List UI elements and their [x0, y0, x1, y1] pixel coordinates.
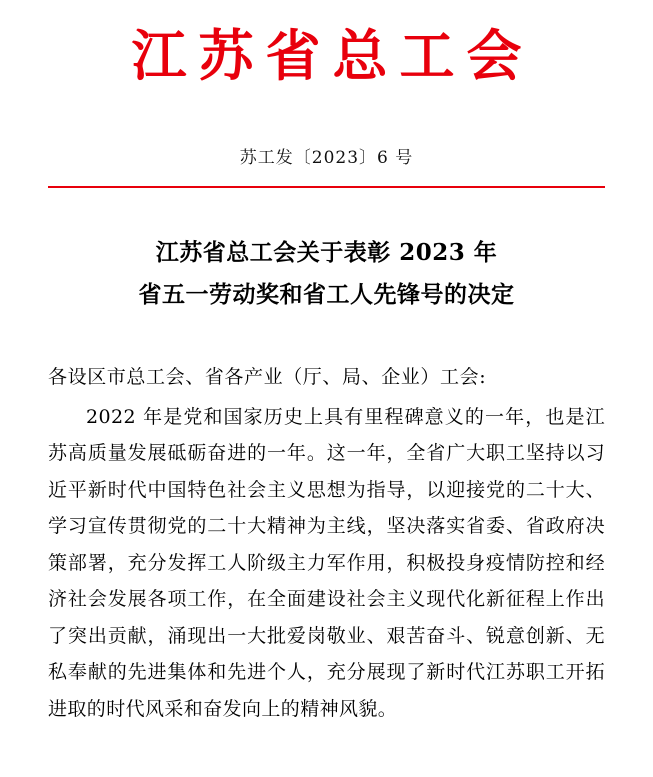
- red-divider-rule: [48, 186, 605, 188]
- document-number: 苏工发〔2023〕6 号: [239, 147, 414, 168]
- salutation: 各设区市总工会、省各产业（厅、局、企业）工会:: [48, 365, 487, 388]
- issuing-organization-title: 江苏省总工会: [131, 23, 534, 88]
- document-title: [48, 232, 605, 317]
- body-paragraph-1: 2022 年是党和国家历史上具有里程碑意义的一年，也是江苏高质量发展砥砺奋进的一年。这一年，全省广大职工坚持以习近平新时代中国特色社会主义思想为指导，以迎接党的二十大、学习宣传贯彻党的二十大精神为主线，坚决落实省委、省政府决策部署，充分发挥工人阶级主力军作用，积极投身疫情防控和经济社会发展各项工作，在全面建设社会主义现代化新征程上作出了突出贡献，涌现出一大批爱岗敬业、艰苦奋斗、锐意创新、无私奉献的先进集体和先进个人，充分展现了新时代江苏职工开拓进取的时代风采和奋发向上的精神风貌。: [48, 405, 605, 720]
- document-title-line-2: 省五一劳动奖和省工人先锋号的决定: [138, 281, 515, 309]
- document-title-line-1: 江苏省总工会关于表彰 2023 年: [155, 238, 498, 266]
- masthead: [48, 0, 605, 91]
